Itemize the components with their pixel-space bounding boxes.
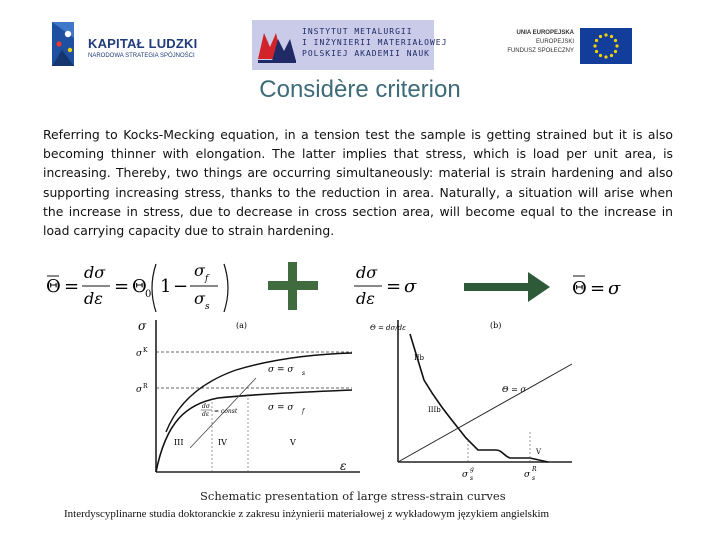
eq1-frac2-den: σ <box>194 289 205 308</box>
body-paragraph: Referring to Kocks-Mecking equation, in a tension test the sample is getting strained but it is also becoming thinner with elongation. The latter implies that stress, which is load per unit area, is increasing. Thereby, two things are occurring simultaneously: material is strain hardening and also supporting increasing stress, thanks to the reduction in area. Naturally, a situation will arise when the increase in stress, due to decrease in cross section area, will become equal to the increase in load carrying capacity due to strain hardening. <box>43 127 673 239</box>
imim-name <box>302 26 447 59</box>
panel-a-slope-den: dε <box>202 411 210 418</box>
condition-equation <box>352 260 432 316</box>
panel-a-tag: (a) <box>236 321 248 330</box>
imim-line-1: INSTYTUT METALURGII <box>302 27 413 36</box>
panel-b-stage-v: V <box>536 448 542 456</box>
eq2-num: dσ <box>356 263 378 282</box>
eq1-theta0: Θ <box>132 276 147 297</box>
footer-text: Interdyscyplinarne studia doktoranckie z zakresu inżynierii materiałowej z wykładowym językiem angielskim <box>64 508 550 520</box>
plus-icon <box>268 262 318 310</box>
panel-a-upper-label-sub: s <box>302 370 306 377</box>
eq1-right-paren <box>224 264 228 312</box>
eq1-equals-1: = <box>64 276 80 297</box>
kapital-ludzki-logo <box>48 20 208 70</box>
panel-b-tag: (b) <box>490 321 502 330</box>
eq1-left-paren <box>152 264 156 312</box>
eq1-frac1-num: dσ <box>84 263 106 282</box>
kapital-ludzki-title: KAPITAŁ LUDZKI <box>88 36 198 51</box>
eq2-rhs: σ <box>404 276 417 297</box>
eq1-frac1-den: dε <box>84 289 103 308</box>
right-arrow-icon <box>464 270 550 304</box>
eq3-theta: Θ <box>572 278 587 299</box>
panel-b-stage-iib: IIb <box>414 354 425 362</box>
eq1-one: 1 <box>160 276 172 297</box>
panel-b-y-label: Θ = dσ/dε <box>370 324 406 332</box>
panel-a-upper-level-label: σ <box>136 349 143 359</box>
imim-line-2: I INŻYNIERII MATERIAŁOWEJ <box>302 38 448 47</box>
considere-result-equation <box>570 270 640 304</box>
eq3-rhs: σ <box>608 278 621 299</box>
panel-b-x-label-2-sup: R <box>532 466 537 473</box>
panel-a-upper-level-sup: K <box>143 347 148 354</box>
eq2-equals: = <box>386 276 402 297</box>
eq1-frac2-den-sub: s <box>205 302 210 312</box>
eu-line-3: FUNDUSZ SPOŁECZNY <box>507 48 574 54</box>
panel-a-lower-label-sub: f <box>302 408 305 415</box>
eq1-frac2-num-sub: f <box>205 274 209 284</box>
imim-line-3: POLSKIEJ AKADEMII NAUK <box>302 49 430 58</box>
panel-b-x-label-1: σ <box>462 470 469 480</box>
figure-caption: Schematic presentation of large stress-strain curves <box>200 489 506 503</box>
kapital-ludzki-emblem-icon <box>48 20 88 70</box>
eu-logo <box>500 26 636 66</box>
stress-strain-figure <box>126 312 578 512</box>
panel-a-lower-level-sup: R <box>143 383 148 390</box>
eq2-den: dε <box>356 289 375 308</box>
panel-a-stage-4: IV <box>218 438 227 447</box>
eq1-equals-2: = <box>114 276 130 297</box>
eu-line-2: EUROPEJSKI <box>535 39 574 45</box>
eq3-equals: = <box>590 278 606 299</box>
slide-title: Considère criterion <box>259 76 461 103</box>
imim-emblem-icon <box>256 25 300 65</box>
imim-pan-logo <box>252 20 448 70</box>
panel-b-x-label-1-sup: g <box>470 466 474 473</box>
eq1-minus: − <box>173 276 189 297</box>
panel-a-x-label: ε <box>340 459 347 473</box>
panel-a-slope-rhs: = const <box>214 408 238 415</box>
eu-stars-icon <box>580 28 632 64</box>
panel-b-x-label-2: σ <box>524 470 531 480</box>
eu-line-1: UNIA EUROPEJSKA <box>516 30 574 36</box>
eq1-frac2-num: σ <box>194 261 205 280</box>
eq1-theta: Θ <box>46 276 61 297</box>
panel-a-stage-5: V <box>290 438 296 447</box>
figure-background <box>126 312 578 512</box>
kocks-mecking-equation <box>44 256 254 320</box>
panel-b-line-label: Θ = σ <box>502 385 526 394</box>
panel-a-upper-label: σ = σ <box>268 365 294 375</box>
eq1-theta0-sub: 0 <box>145 289 152 300</box>
panel-a-stage-3: III <box>174 438 184 447</box>
panel-a-slope-num: dσ <box>202 403 210 410</box>
panel-a-lower-label: σ = σ <box>268 403 294 413</box>
panel-b-x-label-2-sub: s <box>532 475 536 482</box>
panel-a-y-label: σ <box>138 319 147 333</box>
panel-b-x-label-1-sub: s <box>470 475 474 482</box>
eu-flag-icon <box>580 28 632 64</box>
panel-a-lower-level-label: σ <box>136 385 143 395</box>
kapital-ludzki-subtitle: NARODOWA STRATEGIA SPÓJNOŚCI <box>88 53 195 59</box>
panel-b-stage-iiib: IIIb <box>428 406 441 414</box>
eu-logo-text <box>500 29 574 56</box>
